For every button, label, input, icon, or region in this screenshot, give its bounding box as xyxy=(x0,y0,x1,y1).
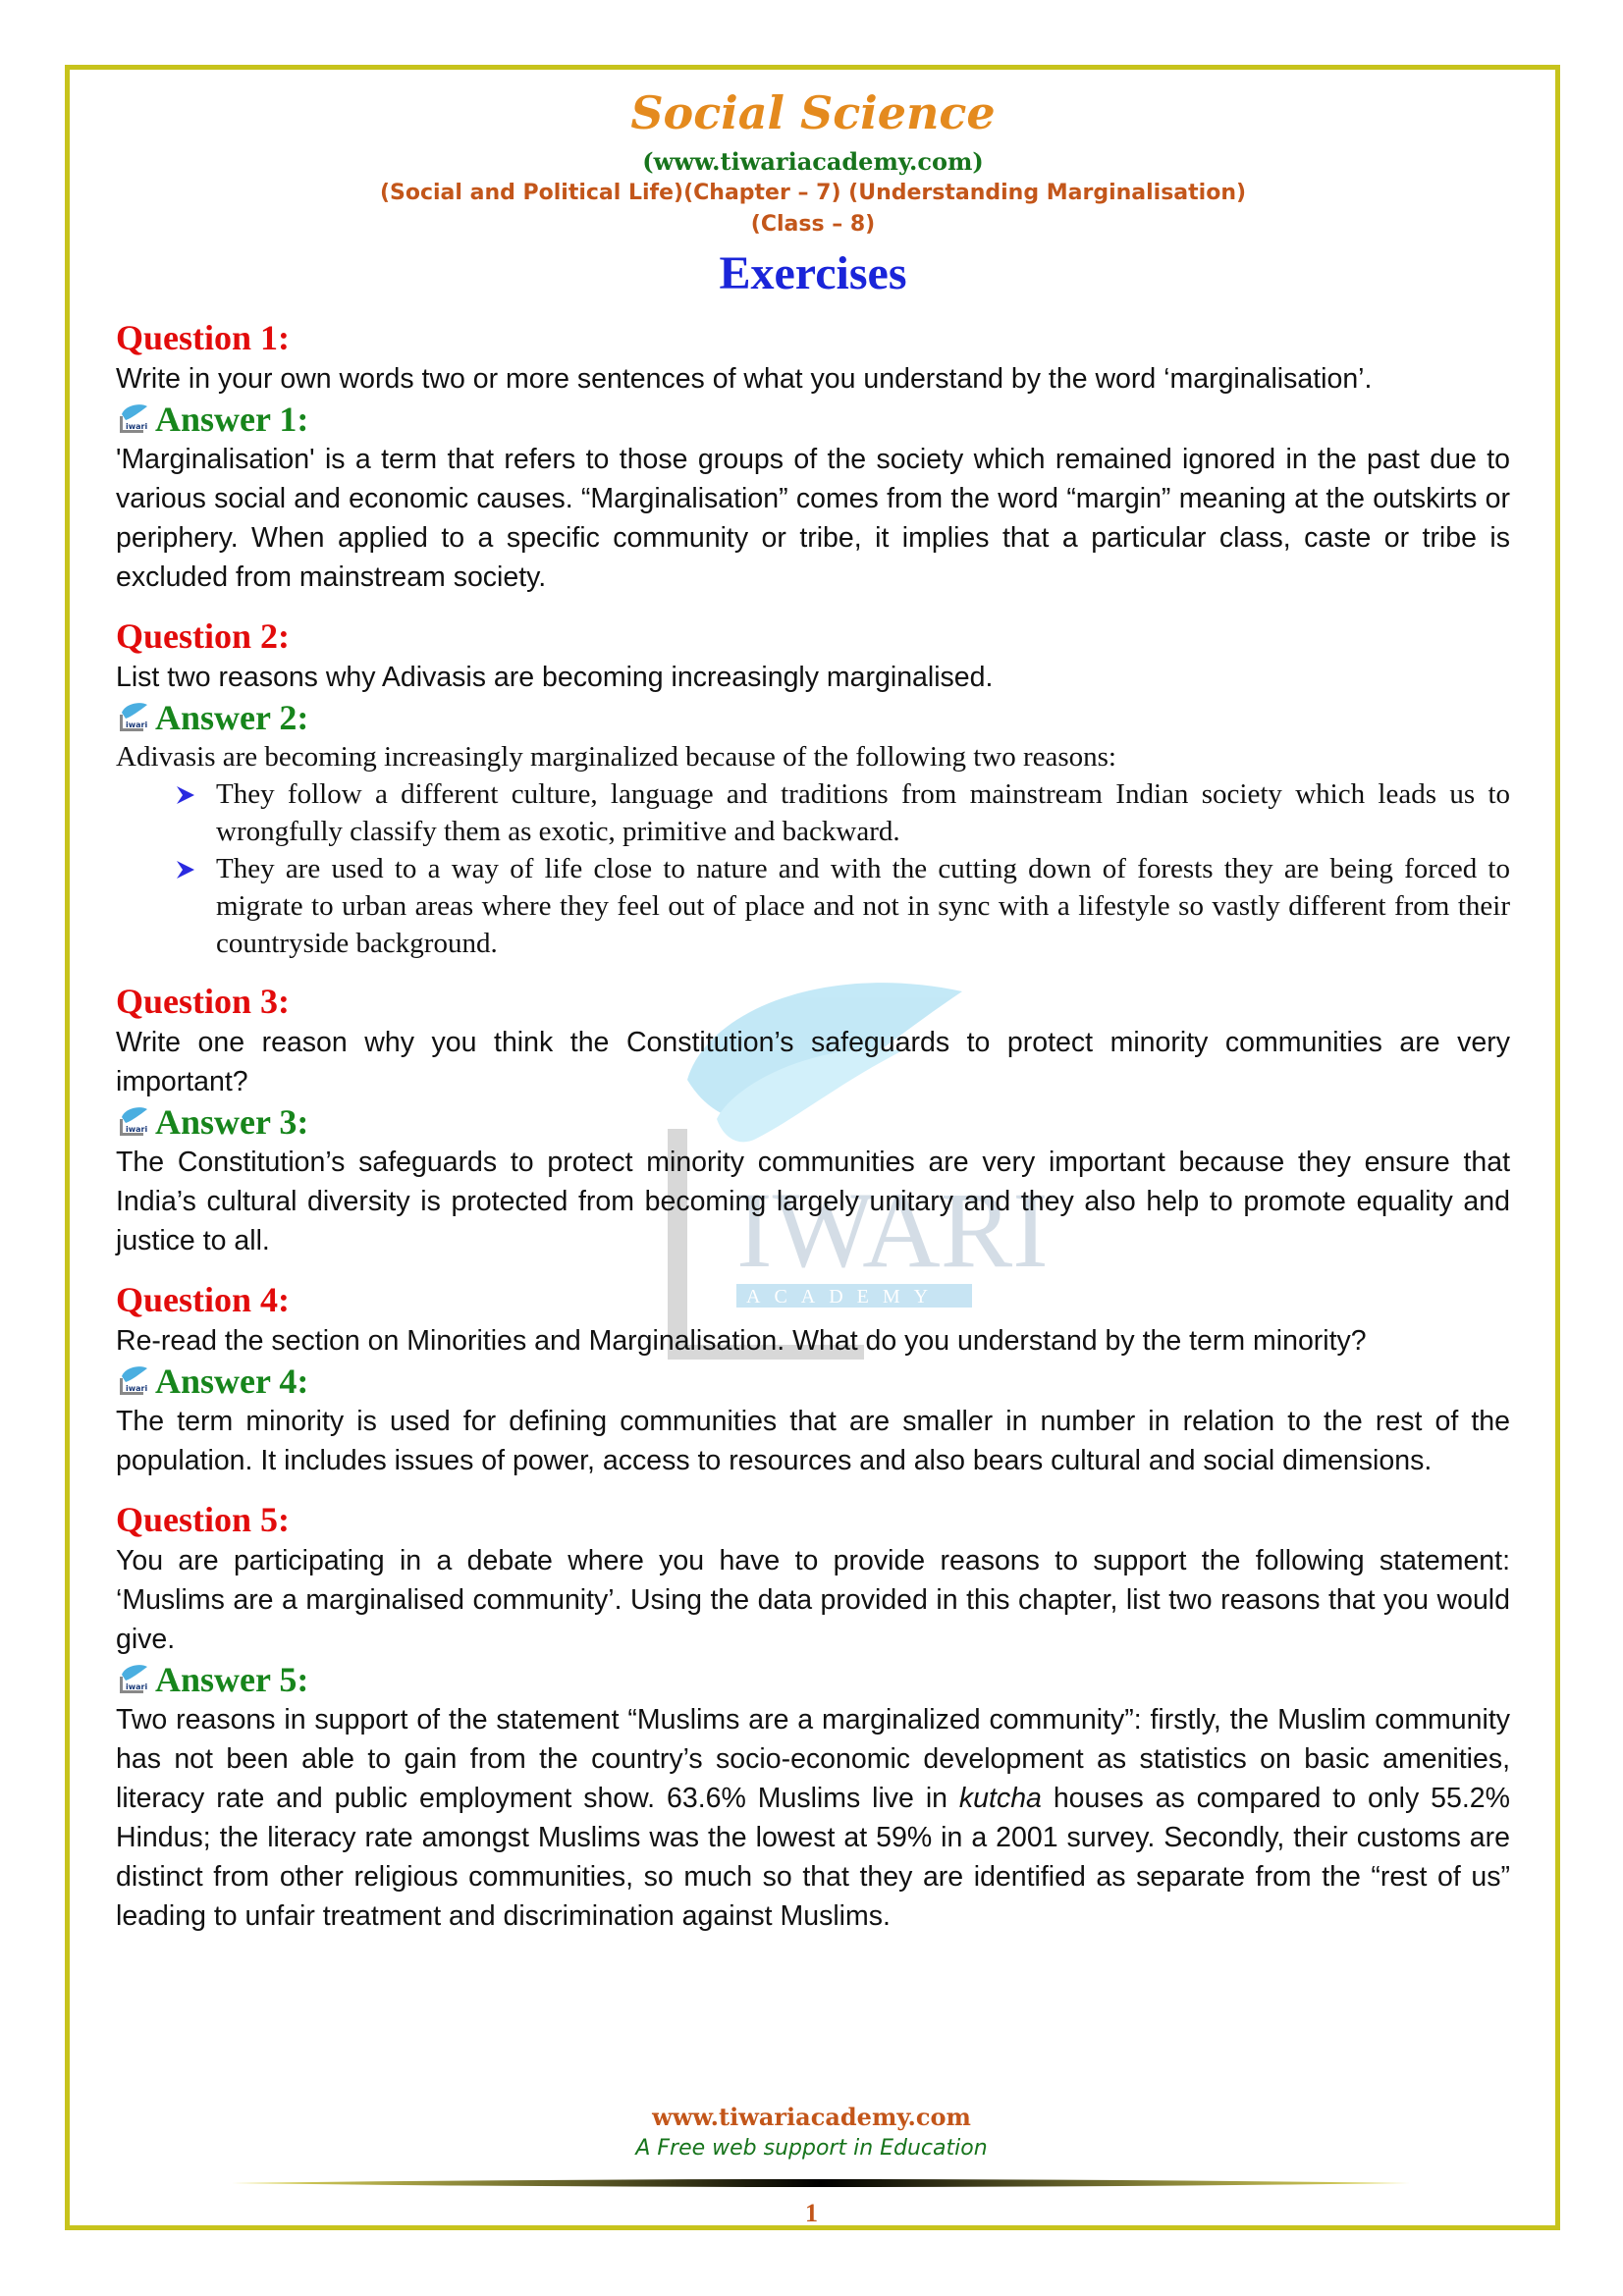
answer-heading-text: Answer 1: xyxy=(155,400,309,439)
question-block-1 xyxy=(116,316,1510,597)
footer-tagline: A Free web support in Education xyxy=(635,2136,988,2161)
page-title: Social Science xyxy=(630,86,996,139)
question-heading: Question 3: xyxy=(116,982,291,1021)
question-block-3 xyxy=(116,980,1510,1260)
answer-text: The term minority is used for defining communities that are smaller in number in relation to the rest of the population. It includes issues of power, access to resources and also bears cultural and social dimensions. xyxy=(116,1406,1510,1476)
chapter-subtitle: (Social and Political Life)(Chapter – 7) (Understanding Marginalisation) xyxy=(379,181,1247,205)
page-header xyxy=(116,79,1510,306)
tiwari-logo-icon xyxy=(116,701,149,734)
page-number: 1 xyxy=(805,2199,818,2227)
answer-heading xyxy=(116,697,1510,738)
question-heading: Question 1: xyxy=(116,318,291,357)
question-block-4 xyxy=(116,1278,1510,1480)
italic-term: kutcha xyxy=(958,1783,1042,1814)
arrow-bullet-icon xyxy=(175,784,196,806)
question-text: You are participating in a debate where you have to provide reasons to support the following statement: ‘Muslims are a marginalised community’. Using the data provided in this chapter, list two reasons that you would give. xyxy=(116,1545,1510,1655)
page-footer xyxy=(0,2101,1623,2163)
svg-text:iwari: iwari xyxy=(126,1682,148,1691)
class-label: (Class – 8) xyxy=(750,212,876,237)
svg-text:iwari: iwari xyxy=(126,721,148,729)
svg-text:iwari: iwari xyxy=(126,422,148,431)
exercises-heading: Exercises xyxy=(719,247,907,299)
answer-heading-text: Answer 4: xyxy=(155,1362,309,1401)
question-block-2 xyxy=(116,614,1510,962)
svg-text:IWARI: IWARI xyxy=(736,1170,1049,1290)
bullet-item: They are used to a way of life close to nature and with the cutting down of forests they are being forced to migrate to urban areas where they feel out of place and not in sync with a lifestyle so vastly different from their countryside background. xyxy=(175,850,1510,962)
answer-intro: Adivasis are becoming increasingly marginalized because of the following two reasons: xyxy=(116,741,1116,773)
answer-bullet-list xyxy=(116,775,1510,962)
arrow-bullet-icon xyxy=(175,859,196,881)
question-text: Re-read the section on Minorities and Marginalisation. What do you understand by the term minority? xyxy=(116,1325,1367,1357)
svg-text:iwari: iwari xyxy=(126,1125,148,1134)
question-text: Write one reason why you think the Constitution’s safeguards to protect minority communities are very important? xyxy=(116,1027,1510,1097)
bullet-item: They follow a different culture, language and traditions from mainstream Indian society which leads us to wrongfully classify them as exotic, primitive and backward. xyxy=(175,775,1510,850)
question-text: List two reasons why Adivasis are becoming increasingly marginalised. xyxy=(116,662,994,693)
tiwari-logo-icon xyxy=(116,1663,149,1696)
question-heading: Question 2: xyxy=(116,616,291,656)
question-heading: Question 4: xyxy=(116,1280,291,1319)
svg-text:iwari: iwari xyxy=(126,1384,148,1393)
question-block-5 xyxy=(116,1498,1510,1936)
answer-text: The Constitution’s safeguards to protect minority communities are very important because they ensure that India’s cultural diversity is protected from becoming largely unitary and they also help to promote equality and justice to all. xyxy=(116,1147,1510,1256)
answer-heading-text: Answer 5: xyxy=(155,1660,309,1699)
answer-text: 'Marginalisation' is a term that refers to those groups of the society which remained ignored in the past due to various social and economic causes. “Marginalisation” comes from the word “margin” meaning at the outskirts or periphery. When applied to a specific community or tribe, it implies that a particular class, caste or tribe is excluded from mainstream society. xyxy=(116,444,1510,593)
answer-heading-text: Answer 3: xyxy=(155,1102,309,1142)
footer-divider xyxy=(232,2177,1410,2189)
answer-heading xyxy=(116,1101,1510,1143)
question-heading: Question 5: xyxy=(116,1500,291,1539)
tiwari-logo-icon xyxy=(116,1364,149,1398)
answer-heading-text: Answer 2: xyxy=(155,698,309,737)
question-text: Write in your own words two or more sentences of what you understand by the word ‘marginalisation’. xyxy=(116,363,1373,395)
tiwari-logo-icon xyxy=(116,1105,149,1139)
header-website: (www.tiwariacademy.com) xyxy=(642,147,984,176)
tiwari-logo-icon xyxy=(116,402,149,436)
page-content xyxy=(116,73,1510,1953)
footer-website-link[interactable]: www.tiwariacademy.com xyxy=(652,2103,971,2131)
answer-text: Two reasons in support of the statement “Muslims are a marginalized community”: firstly, the Muslim community has not been able to gain from the country’s socio-economic development as statistics on basic amenities, literacy rate and public employment show. 63.6% Muslims live in kutcha houses as compared to only 55.2% Hindus; the literacy rate amongst Muslims was the lowest at 59% in a 2001 survey. Secondly, their customs are distinct from other religious communities, so much so that they are identified as separate from the “rest of us” leading to unfair treatment and discrimination against Muslims. xyxy=(116,1704,1510,1932)
svg-text:ACADEMY: ACADEMY xyxy=(746,1286,943,1308)
answer-heading xyxy=(116,399,1510,440)
answer-heading xyxy=(116,1659,1510,1700)
answer-heading xyxy=(116,1361,1510,1402)
